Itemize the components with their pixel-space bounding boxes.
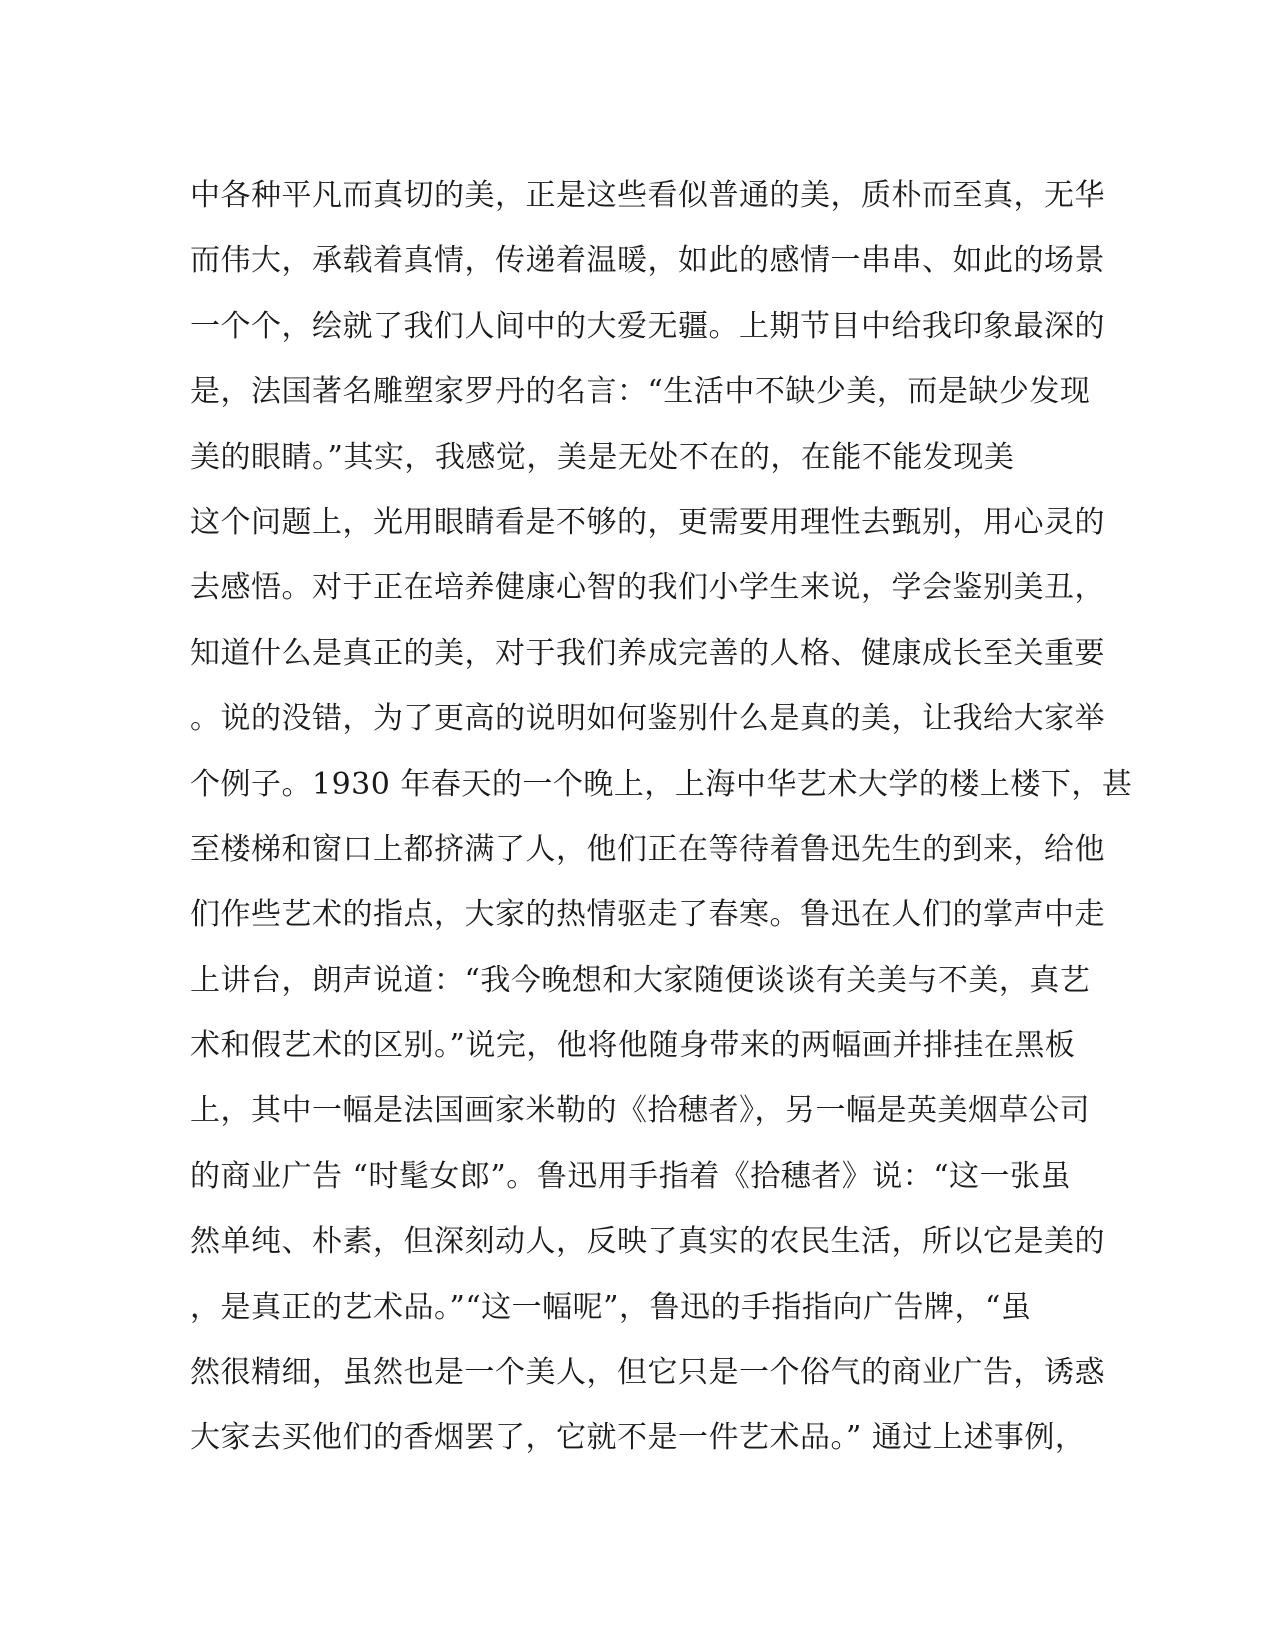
body-text (190, 163, 1133, 1471)
text-line: 美的眼睛。”其实，我感觉，美是无处不在的，在能不能发现美 (190, 439, 1015, 475)
text-line: 中各种平凡而真切的美，正是这些看似普通的美，质朴而至真，无华 (190, 178, 1105, 213)
text-line: 是，法国著名雕塑家罗丹的名言：“生活中不缺少美，而是缺少发现 (190, 374, 1091, 410)
text-line: 。说的没错，为了更高的说明如何鉴别什么是真的美，让我给大家举 (190, 701, 1105, 737)
text-line: 术和假艺术的区别。”说完，他将他随身带来的两幅画并排挂在黑板 (190, 1028, 1076, 1064)
text-line: 然很精细，虽然也是一个美人，但它只是一个俗气的商业广告，诱惑 (190, 1355, 1105, 1391)
text-line: 上，其中一幅是法国画家米勒的《拾穗者》，另一幅是英美烟草公司 (190, 1093, 1090, 1129)
text-line: 这个问题上，光用眼睛看是不够的，更需要用理性去甄别，用心灵的 (190, 504, 1105, 540)
text-line: 一个个，绘就了我们人间中的大爱无疆。上期节目中给我印象最深的 (190, 308, 1105, 344)
text-line: ，是真正的艺术品。”“这一幅呢”，鲁迅的手指指向广告牌，“虽 (190, 1289, 1032, 1325)
text-line: 知道什么是真正的美，对于我们养成完善的人格、健康成长至关重要 (190, 635, 1105, 671)
text-line: 至楼梯和窗口上都挤满了人，他们正在等待着鲁迅先生的到来，给他 (190, 831, 1105, 867)
text-line: 大家去买他们的香烟罢了，它就不是一件艺术品。” 通过上述事例， (190, 1420, 1086, 1456)
text-line: 然单纯、朴素，但深刻动人，反映了真实的农民生活，所以它是美的 (190, 1224, 1105, 1260)
text-line: 去感悟。对于正在培养健康心智的我们小学生来说，学会鉴别美丑， (190, 570, 1105, 606)
text-line: 的商业广告 “时髦女郎”。鲁迅用手指着《拾穗者》说：“这一张虽 (190, 1158, 1072, 1194)
text-line: 而伟大，承载着真情，传递着温暖，如此的感情一串串、如此的场景 (190, 243, 1105, 279)
text-line: 们作些艺术的指点，大家的热情驱走了春寒。鲁迅在人们的掌声中走 (190, 897, 1105, 933)
text-line: 上讲台，朗声说道：“我今晚想和大家随便谈谈有关美与不美，真艺 (190, 962, 1091, 998)
text-line: 个例子。1930 年春天的一个晚上，上海中华艺术大学的楼上楼下，甚 (190, 766, 1133, 802)
